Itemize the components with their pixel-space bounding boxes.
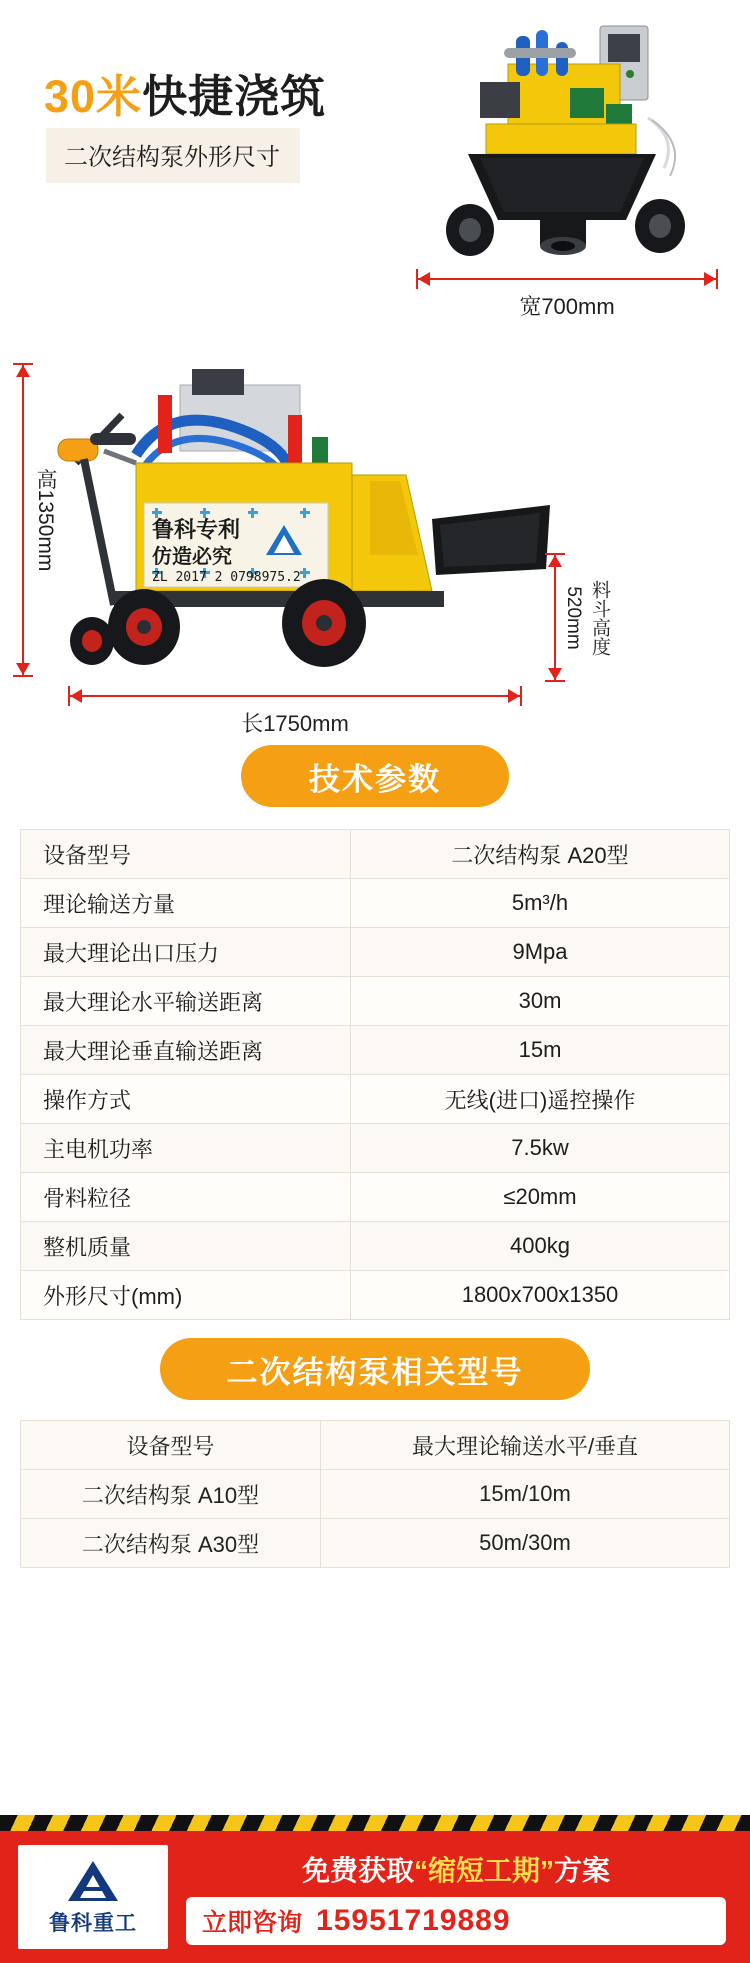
dimension-hopper-label-value: 520mm: [563, 585, 584, 650]
dimension-width-arrow-right: [704, 272, 716, 286]
decal-line-3: ZL 2017 2 0798975.2: [152, 570, 301, 585]
table-row: [21, 1026, 730, 1075]
table-row: [21, 879, 730, 928]
decal-line-2: 仿造必究: [152, 544, 232, 568]
dimension-height-arrow-bottom: [16, 663, 30, 675]
dimension-width-line: [416, 278, 718, 280]
table-header-row: [21, 1421, 730, 1470]
table-row: [21, 977, 730, 1026]
table-row: [21, 1470, 730, 1519]
header-section: [0, 0, 750, 355]
spec-value: 30m: [351, 977, 730, 1026]
dimension-length-label: 长1750mm: [241, 711, 349, 736]
spec-key: 最大理论水平输送距离: [21, 977, 351, 1026]
dimension-width-cap-right: [716, 269, 718, 289]
related-models-table: [20, 1420, 730, 1568]
company-logo: [18, 1845, 168, 1949]
table-row: [21, 1519, 730, 1568]
spec-value: 15m: [351, 1026, 730, 1075]
dimension-width: [408, 268, 726, 328]
footer-headline-highlight: “缩短工期”: [413, 1855, 554, 1886]
related-value: 50m/30m: [321, 1519, 730, 1568]
decal-line-1: 鲁科专利: [152, 518, 241, 543]
machine-front-view-illustration: [420, 8, 736, 266]
table-row: [21, 1173, 730, 1222]
spec-value: 二次结构泵 A20型: [351, 830, 730, 879]
consult-now-label: 立即咨询: [202, 1909, 303, 1937]
dimension-height-arrow-top: [16, 365, 30, 377]
machine-side-view-photo: [40, 355, 570, 695]
spec-key: 理论输送方量: [21, 879, 351, 928]
dimension-height-label: 高1350mm: [34, 468, 57, 572]
dimension-hopper-height: [540, 545, 610, 690]
dimension-hopper-arrow-bottom: [548, 668, 562, 680]
spec-value: 1800x700x1350: [351, 1271, 730, 1320]
spec-value: 9Mpa: [351, 928, 730, 977]
dimension-hopper-cap-bottom: [545, 680, 565, 682]
table-row: [21, 928, 730, 977]
dimension-height-line: [22, 363, 24, 677]
spec-section-title: 技术参数: [241, 745, 509, 807]
spec-key: 设备型号: [21, 830, 351, 879]
dimension-length: [60, 685, 530, 743]
spec-key: 最大理论垂直输送距离: [21, 1026, 351, 1075]
spec-key: 整机质量: [21, 1222, 351, 1271]
footer-headline: [176, 1849, 736, 1889]
related-header-key: 设备型号: [21, 1421, 321, 1470]
related-key: 二次结构泵 A30型: [21, 1519, 321, 1568]
dimension-hopper-line: [554, 553, 556, 682]
spec-value: 5m³/h: [351, 879, 730, 928]
page-title-rest: 快捷浇筑: [142, 71, 327, 122]
spec-value: 400kg: [351, 1222, 730, 1271]
dimension-hopper-arrow-top: [548, 555, 562, 567]
dimension-width-label: 宽700mm: [519, 294, 615, 319]
spec-key: 外形尺寸(mm): [21, 1271, 351, 1320]
page-title: [44, 60, 326, 125]
dimension-height-cap-bottom: [13, 675, 33, 677]
related-header-value: 最大理论输送水平/垂直: [321, 1421, 730, 1470]
related-section-title: 二次结构泵相关型号: [160, 1338, 590, 1400]
logo-triangle-icon: [64, 1857, 122, 1905]
related-key: 二次结构泵 A10型: [21, 1470, 321, 1519]
table-row: [21, 830, 730, 879]
footer-headline-pre: 免费获取: [301, 1855, 414, 1886]
machine-front-view-photo: [420, 8, 736, 266]
spec-value: 无线(进口)遥控操作: [351, 1075, 730, 1124]
spec-key: 主电机功率: [21, 1124, 351, 1173]
page-title-number: 30米: [44, 71, 143, 122]
table-row: [21, 1124, 730, 1173]
dimension-length-cap-right: [520, 686, 522, 706]
contact-phone-number[interactable]: 15951719889: [316, 1904, 511, 1937]
spec-key: 最大理论出口压力: [21, 928, 351, 977]
table-row: [21, 1075, 730, 1124]
dimension-length-line: [68, 695, 522, 697]
dimension-length-arrow-right: [508, 689, 520, 703]
spec-value: 7.5kw: [351, 1124, 730, 1173]
dimension-width-arrow-left: [418, 272, 430, 286]
spec-value: ≤20mm: [351, 1173, 730, 1222]
footer-cta-banner: [0, 1815, 750, 1963]
page-subtitle: 二次结构泵外形尺寸: [46, 128, 300, 183]
footer-headline-post: 方案: [554, 1855, 611, 1886]
spec-table: [20, 829, 730, 1320]
hazard-stripe-decoration: [0, 1815, 750, 1831]
table-row: [21, 1271, 730, 1320]
dimension-hopper-label-name: 料斗高度: [589, 579, 610, 656]
spec-key: 操作方式: [21, 1075, 351, 1124]
related-value: 15m/10m: [321, 1470, 730, 1519]
company-logo-text: 鲁科重工: [49, 1912, 137, 1935]
dimension-length-arrow-left: [70, 689, 82, 703]
spec-key: 骨料粒径: [21, 1173, 351, 1222]
table-row: [21, 1222, 730, 1271]
consult-now-button[interactable]: [186, 1897, 726, 1945]
dimension-height: [8, 355, 57, 685]
side-view-section: [0, 355, 750, 745]
machine-side-view-illustration: [40, 355, 570, 695]
